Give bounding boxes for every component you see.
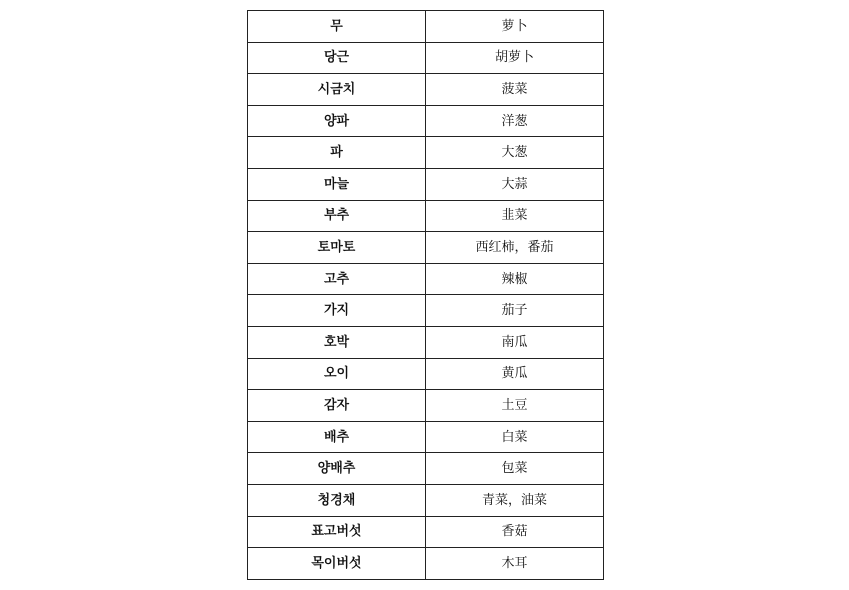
- korean-term-cell: 당근: [248, 42, 426, 74]
- table-row: [248, 548, 604, 580]
- chinese-term-cell: 大蒜: [426, 168, 604, 200]
- korean-term-cell: 청경채: [248, 484, 426, 516]
- chinese-term-cell: 洋葱: [426, 105, 604, 137]
- table-row: [248, 295, 604, 327]
- korean-term-cell: 표고버섯: [248, 516, 426, 548]
- table-row: [248, 484, 604, 516]
- table-row: [248, 42, 604, 74]
- korean-term-cell: 배추: [248, 421, 426, 453]
- table-row: [248, 232, 604, 264]
- vegetable-vocabulary-table: [247, 10, 604, 580]
- table-row: [248, 74, 604, 106]
- chinese-term-cell: 大葱: [426, 137, 604, 169]
- vocabulary-table-body: [248, 11, 604, 580]
- table-row: [248, 390, 604, 422]
- chinese-term-cell: 土豆: [426, 390, 604, 422]
- korean-term-cell: 오이: [248, 358, 426, 390]
- chinese-term-cell: 白菜: [426, 421, 604, 453]
- table-row: [248, 105, 604, 137]
- chinese-term-cell: 茄子: [426, 295, 604, 327]
- chinese-term-cell: 包菜: [426, 453, 604, 485]
- korean-term-cell: 시금치: [248, 74, 426, 106]
- chinese-term-cell: 木耳: [426, 548, 604, 580]
- table-row: [248, 421, 604, 453]
- korean-term-cell: 가지: [248, 295, 426, 327]
- table-row: [248, 516, 604, 548]
- chinese-term-cell: 香菇: [426, 516, 604, 548]
- chinese-term-cell: 黄瓜: [426, 358, 604, 390]
- chinese-term-cell: 韭菜: [426, 200, 604, 232]
- table-row: [248, 263, 604, 295]
- korean-term-cell: 양배추: [248, 453, 426, 485]
- chinese-term-cell: 萝卜: [426, 11, 604, 43]
- korean-term-cell: 파: [248, 137, 426, 169]
- table-row: [248, 168, 604, 200]
- chinese-term-cell: 西红柿，番茄: [426, 232, 604, 264]
- table-row: [248, 326, 604, 358]
- korean-term-cell: 목이버섯: [248, 548, 426, 580]
- table-row: [248, 200, 604, 232]
- table-row: [248, 137, 604, 169]
- korean-term-cell: 토마토: [248, 232, 426, 264]
- chinese-term-cell: 菠菜: [426, 74, 604, 106]
- chinese-term-cell: 胡萝卜: [426, 42, 604, 74]
- table-row: [248, 453, 604, 485]
- table-row: [248, 11, 604, 43]
- chinese-term-cell: 青菜，油菜: [426, 484, 604, 516]
- korean-term-cell: 감자: [248, 390, 426, 422]
- table-row: [248, 358, 604, 390]
- chinese-term-cell: 辣椒: [426, 263, 604, 295]
- korean-term-cell: 무: [248, 11, 426, 43]
- korean-term-cell: 양파: [248, 105, 426, 137]
- korean-term-cell: 고추: [248, 263, 426, 295]
- korean-term-cell: 호박: [248, 326, 426, 358]
- chinese-term-cell: 南瓜: [426, 326, 604, 358]
- korean-term-cell: 마늘: [248, 168, 426, 200]
- korean-term-cell: 부추: [248, 200, 426, 232]
